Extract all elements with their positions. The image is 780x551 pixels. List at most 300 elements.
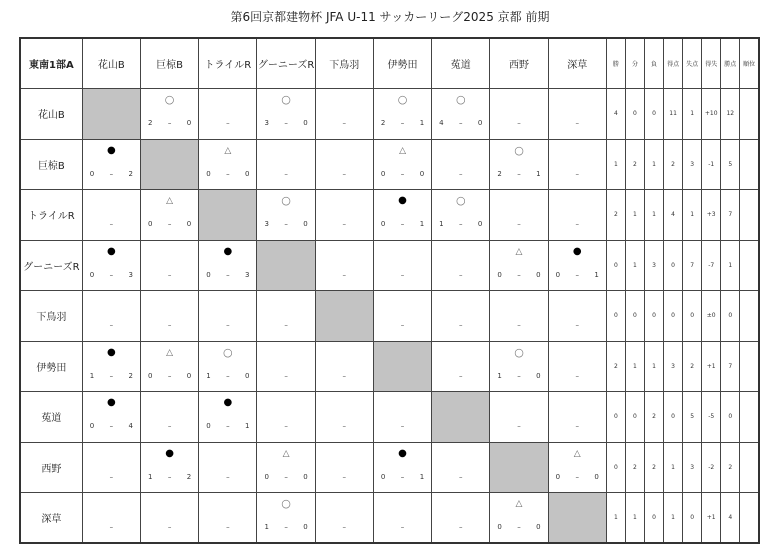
win-mark: ○ [514,143,524,157]
unplayed-match-cell [199,493,257,544]
stat-wins: 0 [606,240,625,291]
score-for: 1 [264,523,269,531]
no-result-dash: – [284,321,288,329]
unplayed-match-cell [490,190,548,241]
score-separator: – [226,371,230,380]
no-result-dash: – [342,270,347,279]
stat-header-wins: 勝 [606,38,625,89]
score-separator: – [109,371,114,380]
loss-mark: ● [223,397,233,408]
score-for: 0 [264,472,269,481]
score-against: 1 [244,422,250,430]
no-result-dash: – [342,119,347,127]
team-row [20,392,759,443]
match-score [141,471,198,483]
stat-losses: 1 [644,190,663,241]
match-result-cell [432,89,490,140]
match-result-cell [490,493,548,544]
stat-goals-against: 1 [683,89,702,140]
stat-losses: 0 [644,89,663,140]
loss-mark: ● [398,447,407,459]
self-match-cell [82,89,140,140]
stat-wins: 0 [606,442,625,493]
col-team-header: トライルR [199,38,257,89]
score-against: 1 [419,119,425,127]
stat-goal-diff: ±0 [702,291,721,342]
match-result-cell [490,341,548,392]
win-mark: ○ [455,93,466,106]
score-for: 2 [380,119,386,127]
no-result-dash: – [517,422,521,430]
self-match-cell [199,190,257,241]
unplayed-match-cell [199,442,257,493]
stat-points: 4 [721,493,740,544]
no-result-dash: – [342,169,347,178]
stat-header-goals-against: 失点 [683,38,702,89]
score-against: 3 [244,270,250,279]
match-result-cell [373,442,431,493]
stat-losses: 2 [644,442,663,493]
score-separator: – [517,270,521,279]
unplayed-match-cell [315,341,373,392]
stat-goals-against: 1 [683,190,702,241]
no-result-dash: – [109,321,114,329]
score-for: 0 [497,523,502,531]
score-against: 2 [186,472,192,481]
row-team-name: 伊勢田 [20,341,82,392]
match-score [490,370,547,382]
score-for: 2 [497,169,502,178]
score-against: 0 [244,371,250,380]
match-result-cell [199,341,257,392]
self-match-cell [432,392,490,443]
stat-draws: 1 [625,493,644,544]
score-for: 0 [555,472,561,481]
win-mark: ○ [397,93,408,106]
stat-header-draws: 分 [625,38,644,89]
no-result-dash: – [575,371,579,380]
match-result-cell [257,442,315,493]
stat-goals-for: 0 [664,240,683,291]
draw-mark: △ [166,196,174,206]
score-separator: – [400,119,405,127]
win-mark: ○ [223,345,233,359]
stat-goal-diff: -5 [702,392,721,443]
match-score [490,168,547,180]
no-result-dash: – [167,321,172,329]
self-match-cell [373,341,431,392]
unplayed-match-cell [257,341,315,392]
no-result-dash: – [284,169,288,178]
match-result-cell [199,139,257,190]
row-team-name: 花山B [20,89,82,140]
stat-points: 1 [721,240,740,291]
match-result-cell [199,240,257,291]
match-result-cell [82,392,140,443]
unplayed-match-cell [199,89,257,140]
unplayed-match-cell [373,392,431,443]
win-mark: ○ [164,93,175,106]
unplayed-match-cell [548,341,606,392]
score-against: 0 [303,220,308,228]
score-separator: – [226,270,230,279]
match-score [199,269,256,281]
match-result-cell [257,89,315,140]
unplayed-match-cell [548,89,606,140]
unplayed-match-cell [490,392,548,443]
match-score [432,218,489,230]
stat-losses: 0 [644,493,663,544]
match-result-cell [373,139,431,190]
draw-mark: △ [515,246,523,257]
stat-points: 7 [721,190,740,241]
no-result-dash: – [226,119,230,127]
stat-points: 0 [721,392,740,443]
stat-points: 7 [721,341,740,392]
stat-header-goals-for: 得点 [664,38,683,89]
score-for: 0 [380,169,386,178]
col-team-header: 深草 [548,38,606,89]
team-row [20,291,759,342]
match-result-cell [373,89,431,140]
unplayed-match-cell [140,493,198,544]
stat-losses: 1 [644,341,663,392]
unplayed-match-cell [432,493,490,544]
no-result-dash: – [400,270,405,279]
match-result-cell [140,190,198,241]
match-result-cell [490,240,548,291]
score-separator: – [284,119,288,127]
stat-goals-against: 7 [683,240,702,291]
no-result-dash: – [459,472,463,481]
unplayed-match-cell [257,291,315,342]
score-separator: – [575,270,579,279]
stat-goals-for: 4 [664,190,683,241]
match-score [257,218,314,230]
no-result-dash: – [459,270,463,279]
stat-goal-diff: -7 [702,240,721,291]
score-separator: – [167,220,172,228]
no-result-dash: – [575,321,579,329]
unplayed-match-cell [315,493,373,544]
header-row [20,38,759,89]
stat-wins: 0 [606,291,625,342]
stat-goals-against: 5 [683,392,702,443]
no-result-dash: – [400,321,405,329]
unplayed-match-cell [373,240,431,291]
row-team-name: グーニーズR [20,240,82,291]
score-against: 0 [303,472,308,481]
stat-rank [740,291,759,342]
score-for: 2 [147,119,153,127]
no-result-dash: – [167,422,172,430]
unplayed-match-cell [257,139,315,190]
win-mark: ○ [514,345,524,359]
stat-goals-against: 3 [683,442,702,493]
match-score [490,269,547,281]
no-result-dash: – [459,371,463,380]
no-result-dash: – [342,523,347,531]
stat-draws: 1 [625,190,644,241]
unplayed-match-cell [140,240,198,291]
score-against: 3 [128,270,133,279]
stat-goals-against: 2 [683,341,702,392]
score-for: 0 [206,270,211,279]
score-against: 0 [303,523,308,531]
match-result-cell [140,341,198,392]
score-for: 1 [439,220,444,228]
score-for: 0 [380,472,386,481]
no-result-dash: – [575,422,579,430]
score-separator: – [226,422,230,430]
unplayed-match-cell [315,89,373,140]
loss-mark: ● [165,447,174,459]
no-result-dash: – [459,169,463,178]
draw-mark: △ [573,448,581,459]
unplayed-match-cell [257,392,315,443]
no-result-dash: – [167,270,172,279]
score-against: 0 [244,169,250,178]
score-for: 0 [497,270,502,279]
stat-goals-for: 1 [664,493,683,544]
stat-goals-for: 3 [664,341,683,392]
no-result-dash: – [400,523,405,531]
score-against: 0 [186,220,192,228]
stat-rank [740,240,759,291]
self-match-cell [548,493,606,544]
no-result-dash: – [284,371,288,380]
no-result-dash: – [109,523,114,531]
match-score [199,370,256,382]
score-separator: – [517,523,521,531]
no-result-dash: – [400,422,405,430]
team-row [20,139,759,190]
unplayed-match-cell [82,493,140,544]
row-team-name: 深草 [20,493,82,544]
score-separator: – [167,472,172,481]
stat-goals-for: 11 [664,89,683,140]
match-result-cell [432,190,490,241]
match-score [199,420,256,432]
score-for: 1 [497,371,502,380]
draw-mark: △ [282,448,290,459]
score-against: 0 [186,119,192,127]
loss-mark: ● [107,346,116,358]
score-separator: – [459,220,463,228]
score-separator: – [284,220,288,228]
stat-goal-diff: +1 [702,341,721,392]
stat-rank [740,190,759,241]
unplayed-match-cell [140,291,198,342]
stat-goal-diff: +1 [702,493,721,544]
score-against: 1 [419,472,425,481]
score-for: 0 [89,422,95,430]
self-match-cell [490,442,548,493]
loss-mark: ● [107,245,116,257]
unplayed-match-cell [432,341,490,392]
unplayed-match-cell [490,291,548,342]
unplayed-match-cell [140,392,198,443]
stat-wins: 0 [606,392,625,443]
match-result-cell [82,240,140,291]
score-separator: – [284,523,288,531]
score-for: 3 [264,119,269,127]
stat-wins: 1 [606,139,625,190]
draw-mark: △ [399,145,406,156]
league-table [19,37,760,544]
match-score [199,168,256,180]
col-team-header: 菟道 [432,38,490,89]
loss-mark: ● [398,195,407,206]
self-match-cell [140,139,198,190]
draw-mark: △ [166,347,174,358]
score-separator: – [109,270,114,279]
match-score [257,471,314,483]
match-result-cell [490,139,548,190]
unplayed-match-cell [82,190,140,241]
row-team-name: 巨椋B [20,139,82,190]
match-score [83,168,140,180]
unplayed-match-cell [432,139,490,190]
match-score [374,218,431,230]
score-separator: – [400,220,405,228]
stat-wins: 1 [606,493,625,544]
stat-header-points: 勝点 [721,38,740,89]
score-for: 4 [439,119,444,127]
match-result-cell [257,190,315,241]
stat-goals-against: 3 [683,139,702,190]
score-against: 0 [477,220,483,228]
stat-goal-diff: +3 [702,190,721,241]
score-against: 0 [303,119,308,127]
score-against: 2 [128,371,133,380]
col-team-header: 花山B [82,38,140,89]
no-result-dash: – [226,472,230,481]
score-for: 0 [147,371,153,380]
score-for: 0 [89,169,95,178]
page-title: 第6回京都建物杯 JFA U-11 サッカーリーグ2025 京都 前期 [230,10,550,24]
unplayed-match-cell [315,190,373,241]
stat-goals-for: 0 [664,392,683,443]
score-against: 0 [536,371,541,380]
score-for: 1 [89,371,95,380]
team-row [20,89,759,140]
match-score [549,269,606,281]
score-separator: – [400,169,405,178]
loss-mark: ● [572,245,582,257]
no-result-dash: – [167,523,172,531]
match-result-cell [199,392,257,443]
score-for: 0 [380,220,386,228]
match-result-cell [140,89,198,140]
match-score [257,117,314,129]
stat-draws: 0 [625,291,644,342]
loss-mark: ● [107,144,116,156]
score-separator: – [517,169,521,178]
stat-points: 2 [721,442,740,493]
unplayed-match-cell [432,240,490,291]
team-row [20,341,759,392]
stat-wins: 2 [606,190,625,241]
unplayed-match-cell [315,392,373,443]
win-mark: ○ [281,497,291,510]
score-separator: – [167,371,172,380]
stat-goal-diff: -2 [702,442,721,493]
stat-losses: 2 [644,392,663,443]
score-for: 3 [264,220,269,228]
unplayed-match-cell [548,190,606,241]
stat-draws: 2 [625,139,644,190]
stat-goals-against: 0 [683,291,702,342]
unplayed-match-cell [373,493,431,544]
stat-goal-diff: -1 [702,139,721,190]
score-for: 0 [147,220,153,228]
unplayed-match-cell [548,291,606,342]
score-against: 0 [594,472,599,481]
stat-points: 0 [721,291,740,342]
no-result-dash: – [109,220,114,228]
no-result-dash: – [575,169,579,178]
no-result-dash: – [517,119,521,127]
no-result-dash: – [342,422,347,430]
team-row [20,240,759,291]
win-mark: ○ [281,93,291,106]
row-team-name: 菟道 [20,392,82,443]
score-for: 0 [555,270,561,279]
score-separator: – [226,169,230,178]
unplayed-match-cell [315,442,373,493]
group-label: 東南1部A [20,38,82,89]
no-result-dash: – [575,119,579,127]
stat-goals-for: 1 [664,442,683,493]
unplayed-match-cell [432,291,490,342]
self-match-cell [257,240,315,291]
score-separator: – [400,472,405,481]
no-result-dash: – [342,371,347,380]
stat-rank [740,392,759,443]
stat-points: 5 [721,139,740,190]
stat-rank [740,341,759,392]
score-against: 2 [128,169,133,178]
stat-points: 12 [721,89,740,140]
unplayed-match-cell [548,139,606,190]
score-separator: – [284,472,288,481]
unplayed-match-cell [82,291,140,342]
match-score [374,471,431,483]
stat-draws: 1 [625,341,644,392]
row-team-name: 下鳥羽 [20,291,82,342]
score-against: 0 [419,169,425,178]
stat-rank [740,89,759,140]
stat-losses: 0 [644,291,663,342]
team-row [20,493,759,544]
score-against: 0 [477,119,483,127]
score-separator: – [109,169,114,178]
stat-goals-for: 0 [664,291,683,342]
stat-header-losses: 負 [644,38,663,89]
col-team-header: 巨椋B [140,38,198,89]
no-result-dash: – [226,321,230,329]
match-score [83,370,140,382]
row-team-name: トライルR [20,190,82,241]
match-score [257,521,314,533]
unplayed-match-cell [199,291,257,342]
match-score [141,117,198,129]
score-against: 0 [536,523,541,531]
no-result-dash: – [342,220,347,228]
stat-goals-for: 2 [664,139,683,190]
no-result-dash: – [342,472,347,481]
